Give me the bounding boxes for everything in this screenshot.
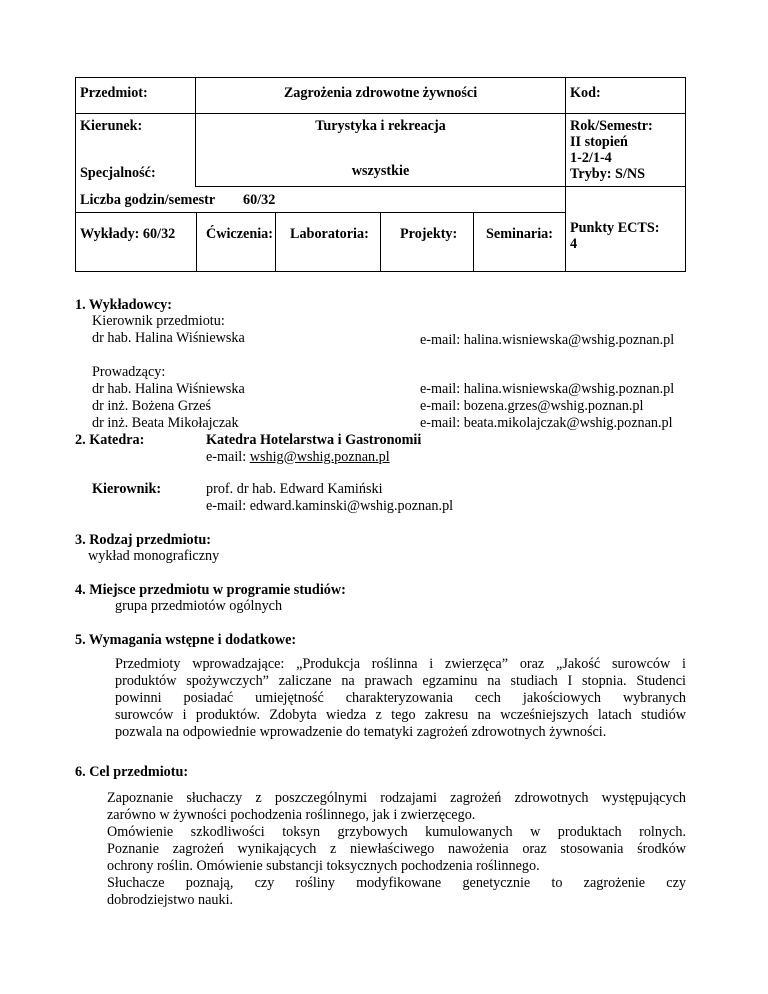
godziny-label: Liczba godzin/semestr [80,192,216,208]
section-heading: 3. Rodzaj przedmiotu: [75,532,211,548]
kierownik-katedry-name: prof. dr hab. Edward Kamiński [206,481,383,497]
paragraph-line: produktów spożywczych” zaliczane na prawach egzaminu na studiach I stopnia. Studenci [115,673,686,689]
przedmiot-label: Przedmiot: [80,85,148,101]
lecturer-email: e-mail: bozena.grzes@wshig.poznan.pl [420,398,644,414]
cel-paragraph [107,790,686,909]
section-heading: 2. Katedra: [75,432,145,448]
section-heading: 6. Cel przedmiotu: [75,764,189,780]
cwiczenia-cell: Ćwiczenia: [206,226,273,242]
table-border [473,212,474,272]
rok-line-4: Tryby: S/NS [570,166,646,182]
seminaria-cell: Seminaria: [486,226,553,242]
ects-label: Punkty ECTS: [570,220,660,236]
rok-line-2: II stopień [570,134,628,150]
wyklady-cell: Wykłady: 60/32 [80,226,176,242]
specjalnosc-value: wszystkie [351,163,410,179]
paragraph-line: ochrony roślin. Omówienie substancji toksycznych pochodzenia roślinnego. [107,858,540,874]
lecturer-email: e-mail: halina.wisniewska@wshig.poznan.pl [420,381,675,397]
paragraph-line: pozwala na odpowiednie wprowadzenie do tematyki zagrożeń zdrowotnych żywności. [115,724,607,740]
table-border [75,77,686,78]
table-border [275,212,276,272]
kod-label: Kod: [570,85,601,101]
section-heading: 5. Wymagania wstępne i dodatkowe: [75,632,297,648]
table-border [75,212,566,213]
paragraph-line: zarówno w żywności pochodzenia roślinnego, jak i zwierzęcego. [107,807,476,823]
paragraph-line: Poznanie zagrożeń wynikających z niewłaściwego nawożenia oraz stosowania środków [107,841,686,857]
katedra-email-prefix: e-mail: [206,449,250,465]
table-border [75,77,76,272]
lecturer-name: dr inż. Beata Mikołajczak [92,415,239,431]
kierunek-value: Turystyka i rekreacja [315,118,446,134]
lecturer-email: e-mail: beata.mikolajczak@wshig.poznan.pl [420,415,673,431]
kierunek-label: Kierunek: [80,118,143,134]
kierownik-przedmiotu-name: dr hab. Halina Wiśniewska [92,330,245,346]
kierownik-katedry-label: Kierownik: [92,481,162,497]
projekty-cell: Projekty: [400,226,458,242]
section-heading: 1. Wykładowcy: [75,297,172,313]
table-border [195,186,686,187]
specjalnosc-label: Specjalność: [80,165,156,181]
rodzaj-value: wykład monograficzny [88,548,220,564]
paragraph-line: Przedmioty wprowadzające: „Produkcja roślinna i zwierzęca” oraz „Jakość surowców i [115,656,686,672]
paragraph-line: Słuchacze poznają, czy rośliny modyfikowane genetycznie to zagrożenie czy [107,875,686,891]
rok-line-1: Rok/Semestr: [570,118,653,134]
kierownik-przedmiotu-label: Kierownik przedmiotu: [92,313,225,329]
section-heading: 4. Miejsce przedmiotu w programie studiów: [75,582,346,598]
prowadzacy-label: Prowadzący: [92,364,166,380]
kierownik-katedry-email: e-mail: edward.kaminski@wshig.poznan.pl [206,498,454,514]
lecturer-name: dr inż. Bożena Grześ [92,398,211,414]
godziny-value: 60/32 [243,192,276,208]
kierownik-przedmiotu-email: e-mail: halina.wisniewska@wshig.poznan.pl [420,332,675,348]
ects-value: 4 [570,236,578,252]
table-border [75,113,686,114]
paragraph-line: surowców i produktów. Zdobyta wiedza z tego zakresu na wcześniejszych latach studiów [115,707,686,723]
wymagania-paragraph [115,656,686,741]
miejsce-value: grupa przedmiotów ogólnych [115,598,283,614]
katedra-email-link[interactable]: wshig@wshig.poznan.pl [249,449,390,465]
paragraph-line: Zapoznanie słuchaczy z poszczególnymi rodzajami zagrożeń zdrowotnych występujących [107,790,686,806]
lecturer-name: dr hab. Halina Wiśniewska [92,381,245,397]
rok-line-3: 1-2/1-4 [570,150,612,166]
laboratoria-cell: Laboratoria: [290,226,369,242]
table-border [685,77,686,272]
katedra-name: Katedra Hotelarstwa i Gastronomii [206,432,422,448]
paragraph-line: Omówienie szkodliwości toksyn grzybowych kumulowanych w produktach rolnych. [107,824,686,840]
paragraph-line: dobrodziejstwo nauki. [107,892,234,908]
przedmiot-value: Zagrożenia zdrowotne żywności [283,85,478,101]
table-border [565,77,566,272]
paragraph-line: powinni posiadać umiejętność charakteryzowania cech jakościowych wybranych [115,690,686,706]
table-border [380,212,381,272]
katedra-email-line [206,449,390,465]
table-border [196,212,197,272]
